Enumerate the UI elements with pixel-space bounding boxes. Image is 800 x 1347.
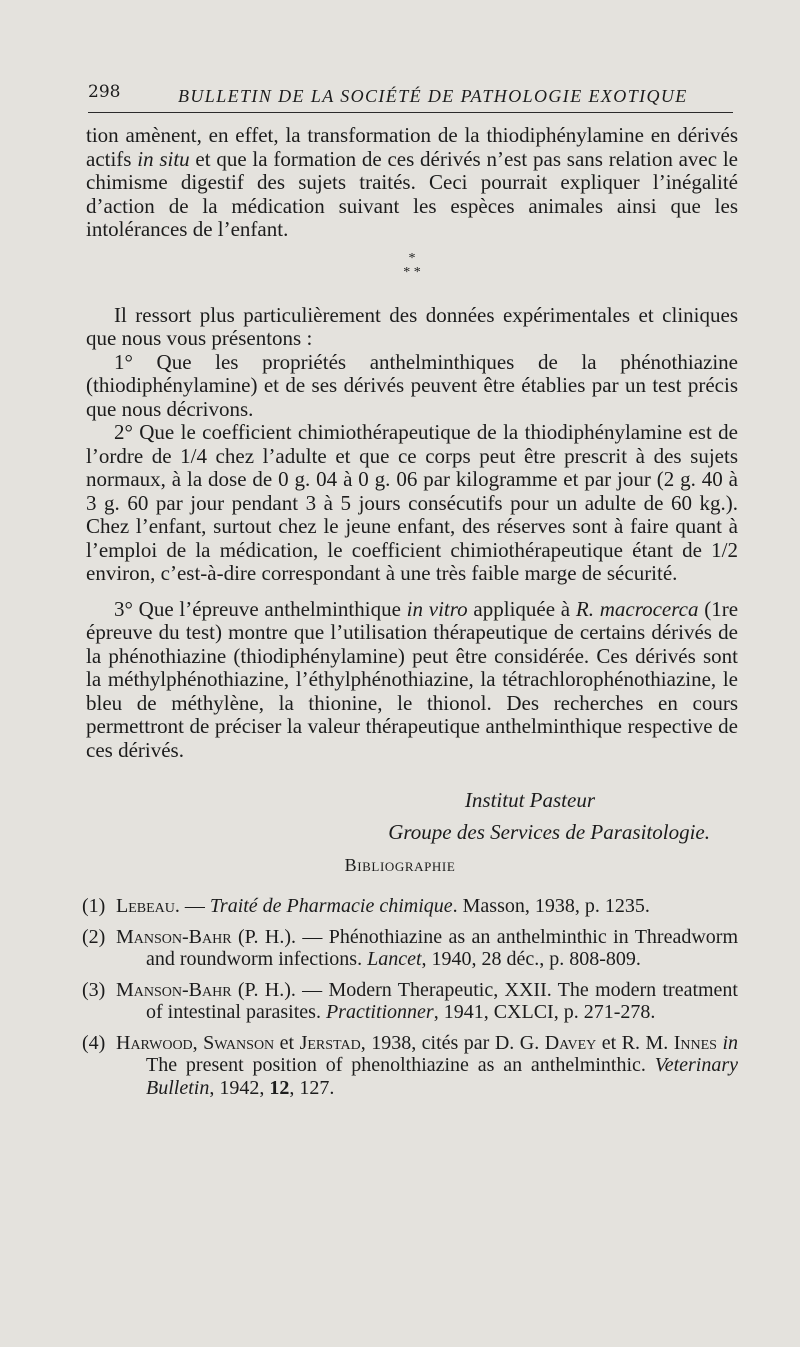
ref-details: , 1941, CXLCI, p. 271-278. xyxy=(433,1001,656,1023)
article-body xyxy=(86,124,738,762)
ref-author-4: Davey xyxy=(544,1031,597,1054)
ref-volume: 12 xyxy=(269,1076,290,1099)
ref-author-5: Innes xyxy=(673,1031,717,1054)
reference-2 xyxy=(82,926,738,971)
reference-3 xyxy=(82,979,738,1024)
reference-4 xyxy=(82,1032,738,1100)
ref-number: (1) xyxy=(82,895,106,917)
ref-conj-2: et R. M. xyxy=(596,1031,674,1054)
ref-mid: , 1938, cités par D. G. xyxy=(360,1031,545,1054)
ref-number: (4) xyxy=(82,1031,106,1054)
conclusion-2: 2° Que le coefficient chimiothérapeutique de la thiodiphénylamine est de l’ordre de 1/4 chez l’adulte et que ce corps peut être prescrit à des sujets normaux, à la dose de 0 g. 04 à 0 g. 06 par kilogramme et par jour (2 g. 40 à 3 g. 60 par jour pendant 3 à 5 jours consécutifs pour un adulte de 60 kg.). Chez l’enfant, surtout chez le jeune enfant, des réserves sont à faire quant à l’emploi de la médication, le coefficient chimiothérapeutique étant de 1/2 environ, c’est-à-dire correspondant à une très faible marge de sécurité. xyxy=(86,420,738,585)
conclusion-lead: Il ressort plus particulièrement des données expérimentales et cliniques que nous vous présentons : xyxy=(86,302,738,350)
ref-author: Manson-Bahr xyxy=(116,978,232,1001)
ref-sep: — xyxy=(179,895,210,917)
ref-title: (P. H.). — Modern Therapeutic, XXII. The modern treatment of intestinal parasites. xyxy=(146,978,738,1023)
ref-title: The present position of phenolthiazine as an anthelminthic. xyxy=(146,1054,655,1076)
institution-name: Institut Pasteur xyxy=(464,788,595,812)
department-name: Groupe des Services de Parasitologie. xyxy=(388,820,710,844)
c3-italic-2: R. macrocerca xyxy=(575,596,699,621)
conclusion-3 xyxy=(86,598,738,763)
intro-italic: in situ xyxy=(137,146,190,171)
ref-title: (P. H.). — Phénothiazine as an anthelminthic in Threadworm and roundworm infections. xyxy=(146,925,738,970)
running-header xyxy=(88,76,733,113)
ref-number: (3) xyxy=(82,978,106,1001)
ref-journal: Lancet xyxy=(367,948,422,970)
intro-paragraph xyxy=(86,124,738,242)
ref-details: , 1940, 28 déc., p. 808-809. xyxy=(421,948,641,970)
c3-text-c: (1re épreuve du test) montre que l’utilisation thérapeutique de certains dérivés de la phénothiazine (thiodiphénylamine) peut être considérée. Ces dérivés sont la méthylphénothiazine, l’éthylphénothiazine, la tétrachlorophénothiazine, le bleu de méthylène, la thionine, le thionol. Des recherches en cours permettront de préciser la valeur thérapeutique anthelminthique respective de ces dérivés. xyxy=(86,596,739,762)
ref-journal: Practitionner xyxy=(325,1001,434,1023)
conclusion-1: 1° Que les propriétés anthelminthiques de la phénothiazine (thiodiphénylamine) et de ses dérivés peuvent être établies par un test précis que nous décrivons. xyxy=(86,349,738,421)
ref-conj: et xyxy=(274,1031,300,1054)
ref-author-3: Jerstad xyxy=(299,1031,361,1054)
asterism-bottom: * * xyxy=(403,264,421,280)
ref-in: in xyxy=(716,1031,738,1054)
ref-title: Traité de Pharmacie chimique xyxy=(209,895,453,917)
bibliography-heading: Bibliographie xyxy=(344,855,456,875)
intro-text-1: tion amènent, en effet, la transformation de la thiodiphénylamine en dérivés actifs xyxy=(86,123,738,171)
c3-text-b: appliquée à xyxy=(467,596,576,621)
bibliography-list xyxy=(82,895,738,1107)
intro-text-2: et que la formation de ces dérivés n’est pas sans relation avec le chimisme digestif des sujets traités. Ceci pourrait expliquer l’inégalité d’action de la médication suivant les espèces animales ainsi que les intolérances de l’enfant. xyxy=(86,146,738,241)
section-separator xyxy=(86,252,738,280)
signature-block xyxy=(388,784,710,848)
journal-title: BULLETIN DE LA SOCIÉTÉ DE PATHOLOGIE EXOTIQUE xyxy=(178,86,688,106)
c3-text-a: 3° Que l’épreuve anthelminthique xyxy=(114,596,407,621)
asterism-top: * xyxy=(408,250,416,266)
ref-year: , 1942, xyxy=(209,1076,270,1099)
ref-page: , 127. xyxy=(289,1076,335,1099)
ref-author: Manson-Bahr xyxy=(116,925,232,948)
reference-1 xyxy=(82,895,738,918)
ref-journal: Veterinary Bulletin xyxy=(146,1054,738,1099)
ref-details: . Masson, 1938, p. 1235. xyxy=(452,895,650,917)
ref-number: (2) xyxy=(82,925,106,948)
page-number: 298 xyxy=(88,82,121,102)
ref-authors: Harwood, Swanson xyxy=(116,1031,275,1054)
ref-author: Lebeau. xyxy=(116,895,180,917)
c3-italic-1: in vitro xyxy=(406,596,468,621)
